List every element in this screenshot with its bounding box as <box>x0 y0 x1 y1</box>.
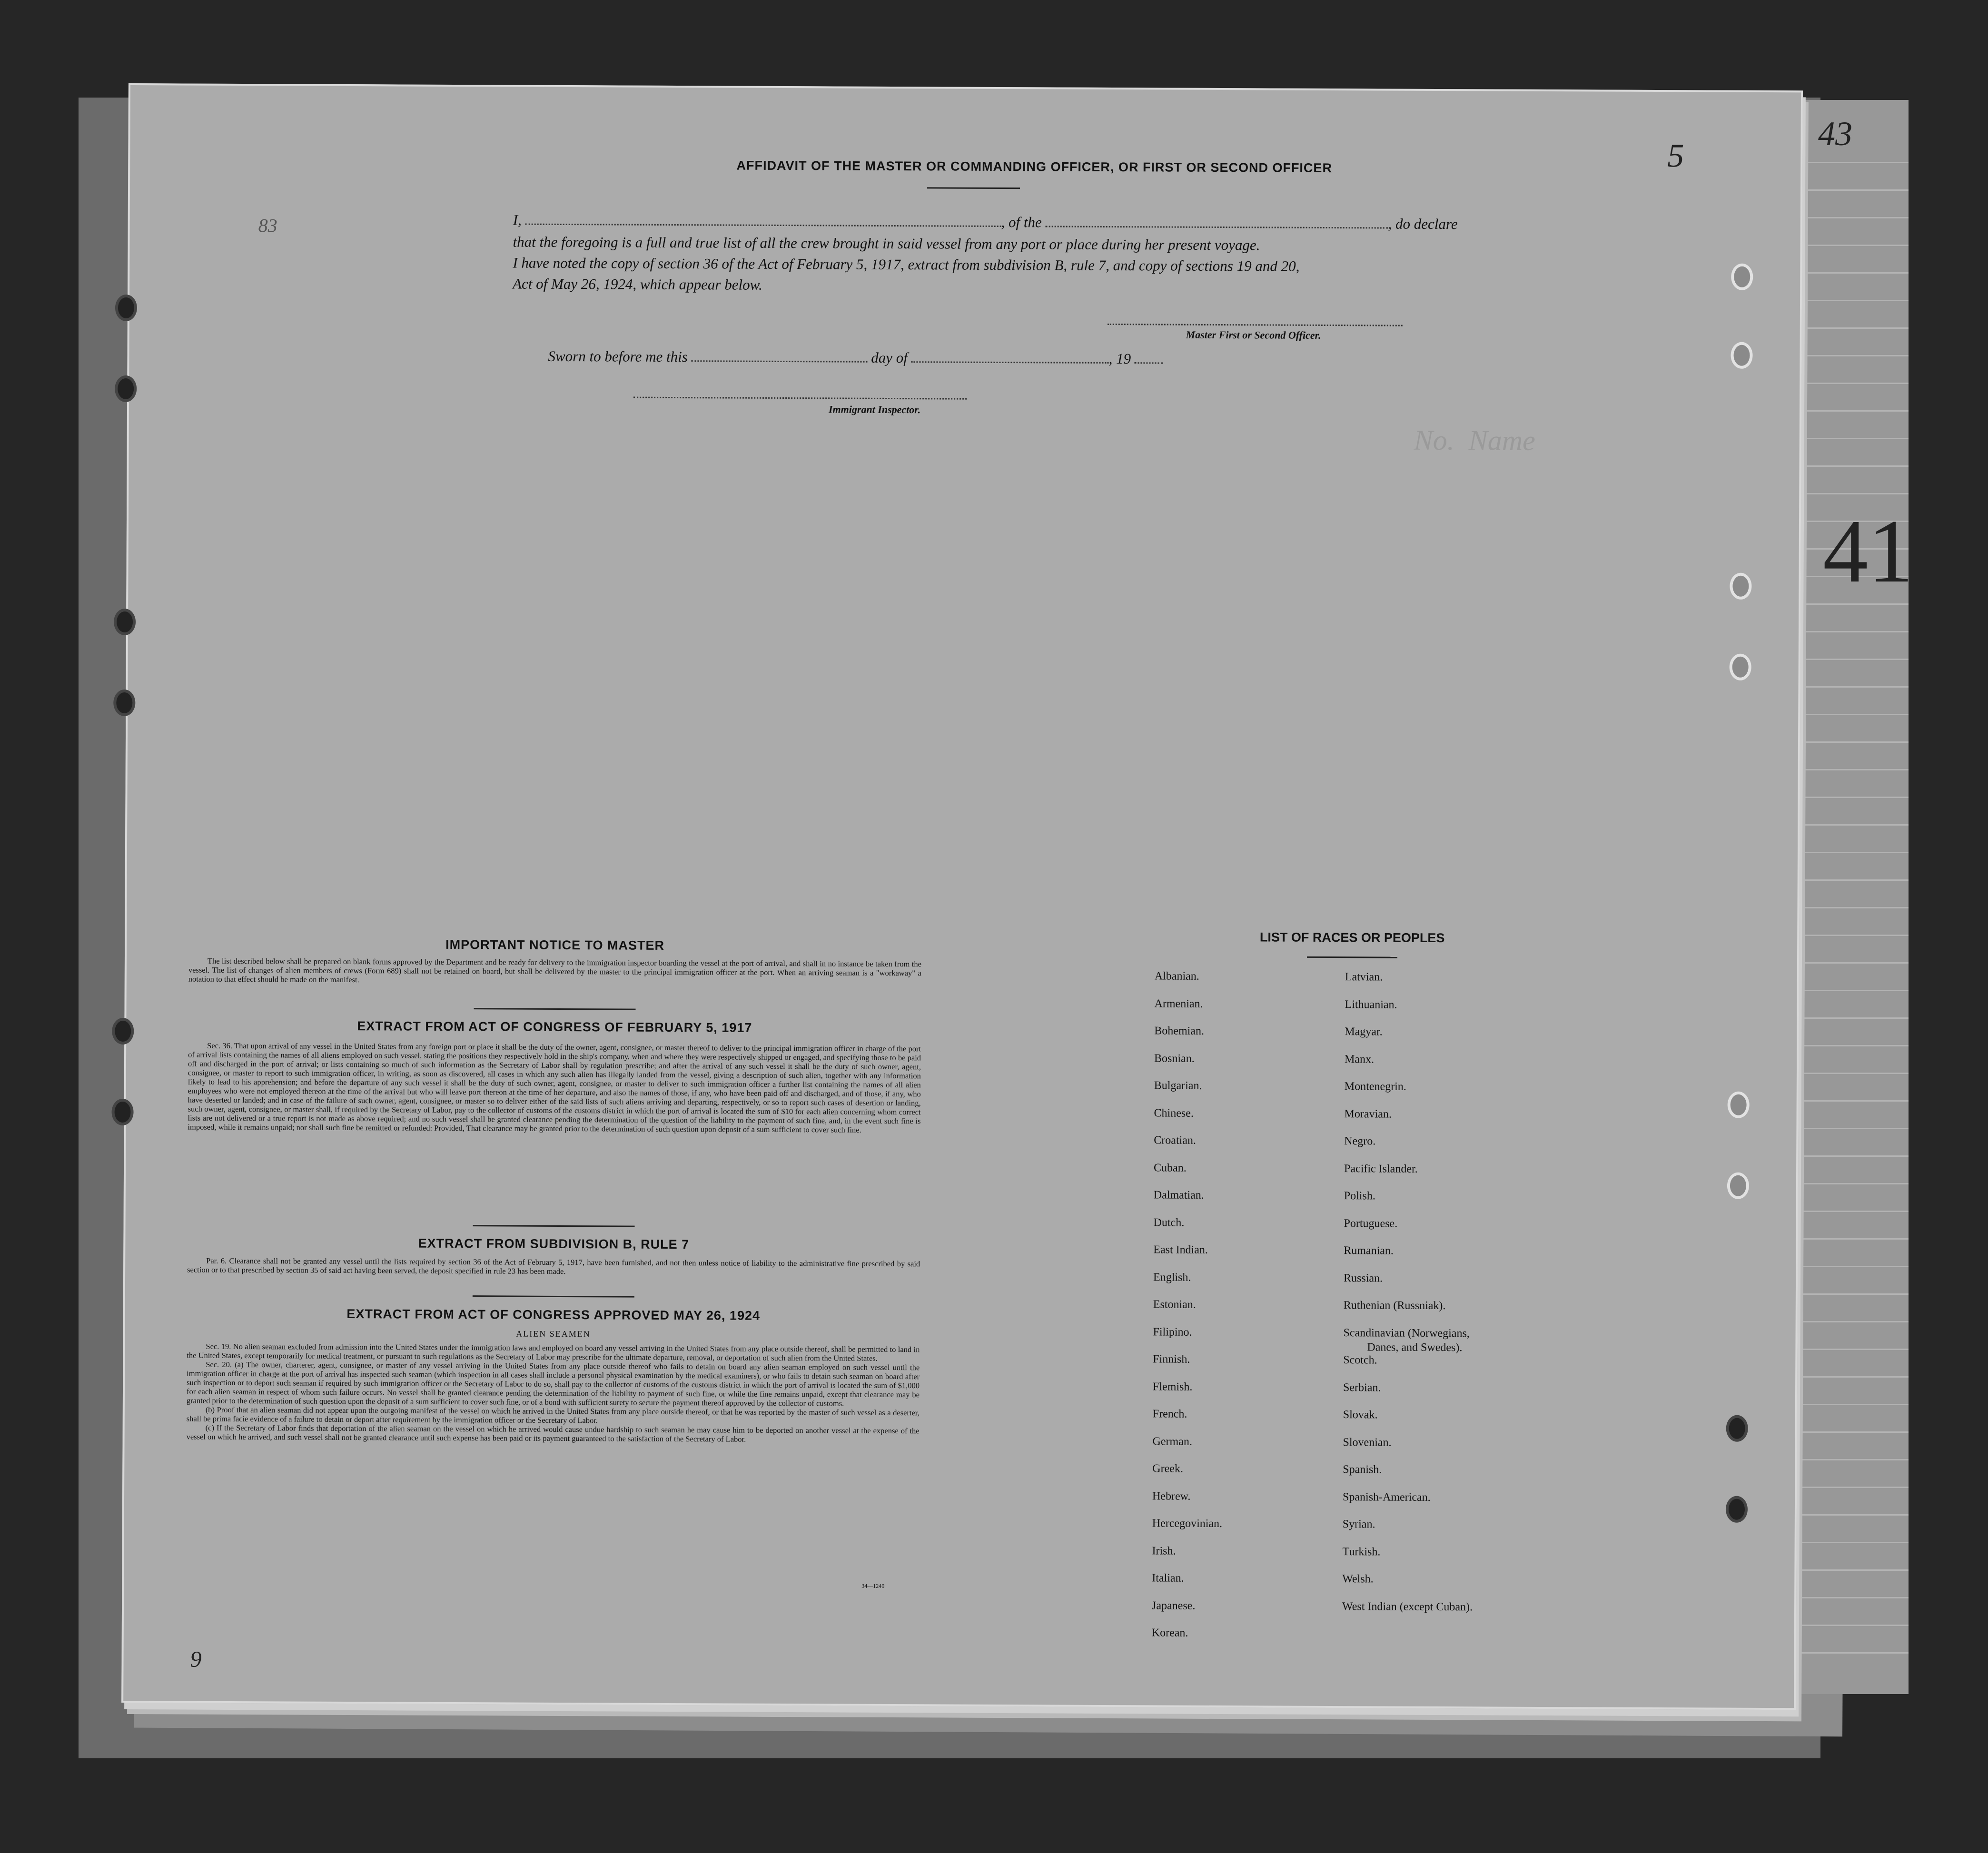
divider <box>927 187 1020 189</box>
affidavit-line-4: Act of May 26, 1924, which appear below. <box>513 275 762 293</box>
race-entry: Estonian. <box>1153 1298 1196 1311</box>
race-entry: Slovenian. <box>1343 1436 1392 1449</box>
race-entry: Scandinavian (Norwegians, <box>1343 1326 1470 1340</box>
divider <box>473 1295 634 1297</box>
race-entry: Japanese. <box>1152 1599 1196 1612</box>
alien-seamen-subtitle: ALIEN SEAMEN <box>516 1329 591 1339</box>
divider <box>473 1225 635 1227</box>
race-entry: Syrian. <box>1342 1518 1375 1531</box>
race-entry: Armenian. <box>1154 997 1203 1010</box>
races-title: LIST OF RACES OR PEOPLES <box>1259 930 1445 946</box>
race-entry: Filipino. <box>1153 1325 1192 1339</box>
race-entry: Magyar. <box>1345 1025 1383 1038</box>
sworn-line <box>548 348 1163 368</box>
race-entry: Finnish. <box>1153 1353 1190 1366</box>
divider <box>474 1008 636 1010</box>
bleed-through-text: No. Name <box>1414 424 1535 456</box>
race-entry: Serbian. <box>1343 1381 1381 1394</box>
divider <box>1307 956 1397 958</box>
binder-hole <box>114 609 136 635</box>
binder-hole <box>1726 1496 1748 1523</box>
sworn-day-field[interactable] <box>692 360 868 363</box>
binder-hole <box>1728 1092 1750 1118</box>
handwritten-margin-number: 41 <box>1823 502 1913 601</box>
binder-hole <box>1731 264 1753 290</box>
binder-hole <box>1727 1173 1749 1199</box>
race-entry: East Indian. <box>1153 1243 1208 1256</box>
affidavit-line-2: that the foregoing is a full and true list of all the crew brought in said vessel from any port or place during her present voyage. <box>513 233 1260 254</box>
race-entry: Negro. <box>1344 1135 1376 1148</box>
handwritten-mark: 9 <box>190 1646 202 1672</box>
sworn-year-field[interactable] <box>1135 362 1163 364</box>
race-entry: Dalmatian. <box>1153 1189 1204 1202</box>
binder-hole <box>1730 573 1751 600</box>
race-entry: Bohemian. <box>1154 1025 1205 1037</box>
race-entry: Welsh. <box>1342 1573 1374 1586</box>
handwritten-mark: 83 <box>258 215 277 237</box>
affidavit-declaration-line <box>513 212 1458 233</box>
race-entry: Irish. <box>1152 1544 1176 1557</box>
race-entry: Albanian. <box>1154 970 1199 983</box>
binder-hole <box>115 295 137 321</box>
race-entry: Polish. <box>1344 1190 1375 1202</box>
race-entry: Rumanian. <box>1344 1244 1394 1257</box>
binder-hole <box>113 690 135 716</box>
race-entry: Latvian. <box>1345 971 1383 984</box>
race-entry: Danes, and Swedes). <box>1367 1340 1463 1354</box>
race-entry: English. <box>1153 1271 1191 1284</box>
form-number: 34—1240 <box>861 1582 885 1589</box>
act-1917-title: EXTRACT FROM ACT OF CONGRESS OF FEBRUARY 5, 1917 <box>357 1019 752 1035</box>
race-entry: Slovak. <box>1343 1409 1378 1421</box>
race-entry: Scotch. <box>1343 1354 1377 1367</box>
race-entry: Manx. <box>1345 1053 1375 1065</box>
race-entry: Russian. <box>1344 1271 1383 1285</box>
binder-hole <box>115 375 137 402</box>
inspector-signature-line[interactable] <box>633 397 967 400</box>
binder-hole <box>112 1018 134 1045</box>
race-entry: French. <box>1152 1408 1187 1420</box>
race-entry: Cuban. <box>1154 1161 1187 1174</box>
section-20c: (c) If the Secretary of Labor finds that deportation of the alien seaman on the vessel on which he arrived would cause undue hardship to such seaman he may cause him to be deported on another vessel at the expense of the vessel on which he arrived, and such vessel shall not be granted clearance until such expense has been paid or its payment guaranteed to the satisfaction of the Secretary of Labor. <box>186 1423 920 1444</box>
rule-7-text: Par. 6. Clearance shall not be granted any vessel until the lists required by section 36 of the Act of February 5, 1917, have been furnished, and not then unless notice of liability to the administrative fine prescribed by said section or to that prescribed by section 35 of said act having been served, the deposit specified in rule 23 has been made. <box>187 1256 920 1276</box>
declarant-prefix: I, <box>513 211 522 228</box>
affidavit-line-3: I have noted the copy of section 36 of the Act of February 5, 1917, extract from subdivision B, rule 7, and copy of sections 19 and 20, <box>513 254 1300 275</box>
race-entry: Lithuanian. <box>1345 998 1397 1011</box>
race-entry: Portuguese. <box>1344 1217 1398 1230</box>
race-entry: Chinese. <box>1154 1106 1194 1120</box>
notice-text: The list described below shall be prepared on blank forms approved by the Department and be ready for delivery to the immigration inspector boarding the vessel at the port of arrival, and shall in no instance be taken from the vessel. The list of changes of alien members of crews (Form 689) shall not be retained on board, but shall be delivered by the master to the principal immigration officer at the port. When an arriving seaman is a "workaway" a notation to that effect should be made on the manifest. <box>188 956 921 985</box>
race-entry: Bosnian. <box>1154 1052 1195 1065</box>
binder-hole <box>111 1099 133 1125</box>
race-entry: Ruthenian (Russniak). <box>1343 1299 1446 1312</box>
binder-hole <box>1730 654 1751 680</box>
year-prefix: , 19 <box>1108 350 1131 367</box>
sworn-month-field[interactable] <box>911 361 1109 364</box>
section-19: Sec. 19. No alien seaman excluded from admission into the United States under the immigration laws and employed on board any vessel arriving in the United States from any place outside thereof, shall be permitted to land in the United States, except temporarily for medical treatment, or pursuant to such regulations as the Secretary of Labor may prescribe for the ultimate departure, removal, or deportation of such alien from the United States. <box>187 1341 920 1363</box>
race-entry: Flemish. <box>1153 1380 1193 1393</box>
binder-hole <box>1731 342 1752 369</box>
race-entry: Pacific Islander. <box>1344 1162 1418 1175</box>
act-1924-title: EXTRACT FROM ACT OF CONGRESS APPROVED MAY 26, 1924 <box>346 1307 761 1323</box>
race-entry: Greek. <box>1152 1462 1184 1475</box>
day-of-text: day of <box>871 349 908 366</box>
master-signature-label: Master First or Second Officer. <box>1186 328 1321 341</box>
race-entry: Spanish-American. <box>1343 1490 1431 1504</box>
section-20b: (b) Proof that an alien seaman did not appear upon the outgoing manifest of the vessel on which he arrived in the United States from any place outside thereof, or that he was reported by the master of such vessel as a deserter, shall be prima facie evidence of a failure to detain or deport after requirement by the immigration officer or the Secretary of Labor. <box>186 1405 920 1425</box>
race-entry: German. <box>1152 1435 1192 1448</box>
section-20a: Sec. 20. (a) The owner, charterer, agent, consignee, or master of any vessel arriving in the United States from any place outside thereof who fails to detain on board any alien seaman employed on such vessel until the immigration officer in charge at the port of arrival has inspected such seaman (which inspection in all cases shall include a personal physical examination by the medical examiners), or who fails to detain such seaman on board after such inspection or to deport such seaman if required by such immigration officer or the Secretary of Labor to do so, shall pay to the collector of customs of the customs district in which the port of arrival is located the sum of $1,000 for each alien seaman in respect of whom such failure occurs. No vessel shall be granted clearance pending the determination of the liability to payment of such fine, or while the fine remains unpaid, except that clearance may be granted prior to the determination of such question upon the deposit of a sum sufficient to cover such fine, or of a bond with sufficient surety to secure the payment thereof approved by the collector of customs. <box>186 1360 920 1408</box>
handwritten-number: 5 <box>1667 138 1684 175</box>
race-entry: Korean. <box>1151 1626 1188 1639</box>
race-entry: Bulgarian. <box>1154 1079 1202 1092</box>
race-entry: Italian. <box>1152 1572 1184 1585</box>
declarant-name-field[interactable] <box>525 224 1001 227</box>
vessel-name-field[interactable] <box>1046 226 1388 228</box>
race-entry: Moravian. <box>1344 1107 1392 1121</box>
master-signature-line[interactable] <box>1108 324 1403 326</box>
race-entry: Montenegrin. <box>1344 1080 1406 1093</box>
race-entry: Hercegovinian. <box>1152 1517 1223 1530</box>
handwritten-page-number: 43 <box>1818 115 1852 153</box>
act-1924-text <box>187 1342 920 1445</box>
rule-7-title: EXTRACT FROM SUBDIVISION B, RULE 7 <box>418 1236 690 1252</box>
notice-title: IMPORTANT NOTICE TO MASTER <box>445 937 665 953</box>
race-entry: Hebrew. <box>1152 1489 1191 1503</box>
document-page <box>121 83 1803 1710</box>
act-1917-text: Sec. 36. That upon arrival of any vessel in the United States from any foreign port or place it shall be the duty of the owner, agent, consignee, or master thereof to deliver to the principal immigration officer in charge of the port of arrival lists containing the names of all aliens employed on such vessel, stating the positions they respectively hold in the ship's company, when and where they were respectively shipped or engaged, and specifying those to be paid off and discharged in the port of arrival; or lists containing so much of such information as the Secretary of Labor shall by regulation prescribe; and after the arrival of any such vessel it shall be the duty of such owner, agent, consignee, or master to report to such immigration officer, in writing, as soon as discovered, all cases in which any such alien has illegally landed from the vessel, giving a description of such alien, together with any information likely to lead to his apprehension; and before the departure of any such vessel it shall be the duty of such owner, agent, consignee, or master to deliver to such immigration officer a further list containing the names of all alien employees who were not employed thereon at the time of the arrival but who will leave port thereon at the time of her departure, and also the names of those, if any, who have been paid off and discharged, and of those, if any, who have deserted or landed; and in case of the failure of such owner, agent, consignee, or master so to deliver either of the said lists of such aliens arriving and departing, respectively, or so to report such cases of desertion or landing, such owner, agent, consignee, or master shall, if required by the Secretary of Labor, pay to the collector of customs of the customs district in which the port of arrival is located the sum of $10 for each alien concerning whom correct lists are not delivered or a true report is not made as above required; and no such vessel shall be granted clearance pending the determination of the question of the liability to the payment of such fine, and, in the event such fine is imposed, while it remains unpaid; nor shall such fine be remitted or refunded: Provided, That clearance may be granted prior to the determination of such question upon deposit of a sum sufficient to cover such fine. <box>188 1041 921 1134</box>
of-the-text: , of the <box>1001 214 1042 231</box>
do-declare-text: , do declare <box>1388 215 1458 233</box>
inspector-signature-label: Immigrant Inspector. <box>828 403 921 416</box>
affidavit-title: AFFIDAVIT OF THE MASTER OR COMMANDING OFFICER, OR FIRST OR SECOND OFFICER <box>736 158 1333 176</box>
race-entry: West Indian (except Cuban). <box>1342 1600 1473 1613</box>
sworn-text: Sworn to before me this <box>548 347 688 365</box>
race-entry: Spanish. <box>1343 1463 1382 1476</box>
race-entry: Turkish. <box>1342 1545 1381 1558</box>
binder-hole <box>1726 1415 1748 1442</box>
race-entry: Dutch. <box>1153 1216 1185 1229</box>
race-entry: Croatian. <box>1154 1134 1197 1147</box>
